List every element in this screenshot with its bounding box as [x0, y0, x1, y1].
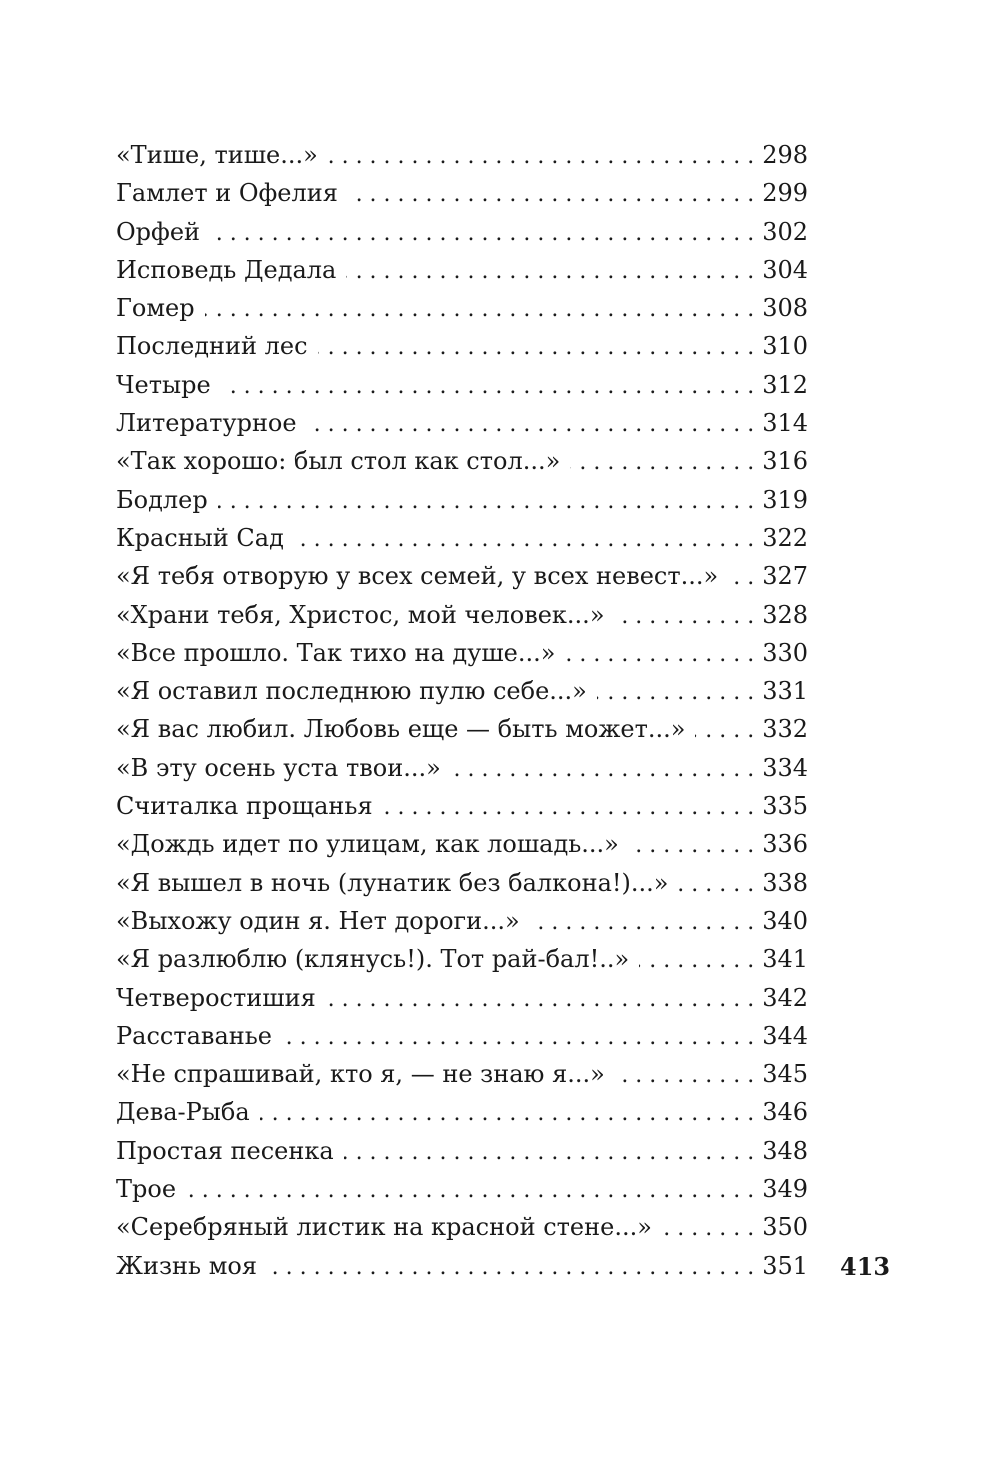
toc-entry	[116, 749, 808, 787]
toc-entry-page: 350	[754, 1208, 808, 1246]
toc-entry-page: 298	[754, 136, 808, 174]
toc-entry-page: 351	[754, 1247, 808, 1285]
dot-leader	[451, 751, 754, 789]
toc-entry-page: 327	[754, 557, 808, 595]
dot-leader	[565, 636, 754, 674]
dot-leader	[218, 483, 755, 521]
toc-entry-page: 330	[754, 634, 808, 672]
dot-leader	[318, 329, 755, 367]
toc-entry	[116, 634, 808, 672]
dot-leader	[307, 406, 755, 444]
dot-leader	[267, 1249, 754, 1287]
dot-leader	[282, 1019, 754, 1057]
toc-entry-title: Литературное	[116, 404, 307, 442]
dot-leader	[344, 1134, 755, 1172]
toc-entry	[116, 710, 808, 748]
toc-entry-page: 341	[754, 940, 808, 978]
dot-leader	[294, 521, 754, 559]
toc-entry-page: 344	[754, 1017, 808, 1055]
toc-entry	[116, 1170, 808, 1208]
dot-leader	[570, 444, 754, 482]
toc-entry	[116, 979, 808, 1017]
dot-leader	[205, 291, 755, 329]
dot-leader	[346, 253, 754, 291]
toc-entry	[116, 1055, 808, 1093]
toc-entry	[116, 557, 808, 595]
dot-leader	[383, 789, 755, 827]
toc-entry	[116, 596, 808, 634]
toc-entry-title: Считалка прощанья	[116, 787, 383, 825]
toc-entry	[116, 519, 808, 557]
toc-entry-title: Жизнь моя	[116, 1247, 267, 1285]
toc-entry-page: 346	[754, 1093, 808, 1131]
dot-leader	[186, 1172, 754, 1210]
toc-entry	[116, 864, 808, 902]
toc-entry-page: 319	[754, 481, 808, 519]
toc-entry-title: Орфей	[116, 213, 210, 251]
toc-entry-title: «Я вышел в ночь (лунатик без балкона!)...»	[116, 864, 679, 902]
toc-entry	[116, 902, 808, 940]
toc-entry	[116, 1132, 808, 1170]
toc-entry-page: 348	[754, 1132, 808, 1170]
toc-entry-title: Расставанье	[116, 1017, 282, 1055]
dot-leader	[695, 712, 754, 750]
toc-entry	[116, 1208, 808, 1246]
dot-leader	[348, 176, 754, 214]
toc-entry-title: «Я вас любил. Любовь еще — быть может...»	[116, 710, 695, 748]
toc-entry-title: «Выхожу один я. Нет дороги...»	[116, 902, 530, 940]
toc-entry	[116, 825, 808, 863]
dot-leader	[210, 215, 754, 253]
toc-entry-page: 331	[754, 672, 808, 710]
dot-leader	[629, 827, 754, 865]
toc-entry	[116, 251, 808, 289]
toc-entry-page: 338	[754, 864, 808, 902]
toc-entry-title: Дева-Рыба	[116, 1093, 260, 1131]
dot-leader	[260, 1095, 755, 1133]
toc-entry-title: Простая песенка	[116, 1132, 344, 1170]
toc-entry-page: 312	[754, 366, 808, 404]
toc-entry-page: 308	[754, 289, 808, 327]
toc-entry	[116, 213, 808, 251]
toc-entry-title: «Я оставил последнюю пулю себе...»	[116, 672, 597, 710]
toc-entry	[116, 289, 808, 327]
toc-entry	[116, 940, 808, 978]
toc-entry-page: 304	[754, 251, 808, 289]
toc-entry	[116, 404, 808, 442]
toc-entry-title: «Дождь идет по улицам, как лошадь...»	[116, 825, 629, 863]
dot-leader	[326, 981, 754, 1019]
toc-entry-title: Гамлет и Офелия	[116, 174, 348, 212]
toc-entry-page: 299	[754, 174, 808, 212]
table-of-contents	[116, 136, 808, 1285]
toc-entry-title: «В эту осень уста твои...»	[116, 749, 451, 787]
toc-entry-page: 316	[754, 442, 808, 480]
dot-leader	[679, 866, 755, 904]
dot-leader	[328, 138, 754, 176]
toc-entry-title: «Так хорошо: был стол как стол...»	[116, 442, 570, 480]
toc-entry-page: 322	[754, 519, 808, 557]
toc-entry	[116, 136, 808, 174]
toc-entry-page: 345	[754, 1055, 808, 1093]
toc-entry-page: 334	[754, 749, 808, 787]
dot-leader	[221, 368, 754, 406]
dot-leader	[662, 1210, 754, 1248]
toc-entry	[116, 1093, 808, 1131]
toc-entry-title: Четыре	[116, 366, 221, 404]
dot-leader	[639, 942, 754, 980]
toc-entry	[116, 672, 808, 710]
toc-entry-title: Трое	[116, 1170, 186, 1208]
toc-entry-title: «Тише, тише...»	[116, 136, 328, 174]
toc-entry	[116, 442, 808, 480]
toc-entry	[116, 787, 808, 825]
dot-leader	[597, 674, 754, 712]
toc-entry-title: «Все прошло. Так тихо на душе...»	[116, 634, 565, 672]
dot-leader	[615, 598, 755, 636]
toc-entry-title: Красный Сад	[116, 519, 294, 557]
toc-entry-page: 314	[754, 404, 808, 442]
toc-entry-page: 336	[754, 825, 808, 863]
toc-entry-title: «Серебряный листик на красной стене...»	[116, 1208, 662, 1246]
toc-entry-title: Бодлер	[116, 481, 218, 519]
toc-entry-page: 340	[754, 902, 808, 940]
toc-entry	[116, 366, 808, 404]
toc-entry-title: Последний лес	[116, 327, 318, 365]
toc-entry-page: 302	[754, 213, 808, 251]
toc-entry-page: 332	[754, 710, 808, 748]
dot-leader	[615, 1057, 754, 1095]
toc-entry-title: Исповедь Дедала	[116, 251, 346, 289]
toc-entry	[116, 174, 808, 212]
toc-entry	[116, 327, 808, 365]
toc-entry-page: 342	[754, 979, 808, 1017]
toc-entry	[116, 1247, 808, 1285]
toc-entry-page: 328	[754, 596, 808, 634]
dot-leader	[530, 904, 754, 942]
toc-entry-title: «Я тебя отворую у всех семей, у всех невест...»	[116, 557, 728, 595]
toc-entry-title: «Я разлюблю (клянусь!). Тот рай-бал!..»	[116, 940, 639, 978]
toc-entry	[116, 1017, 808, 1055]
toc-entry-title: «Храни тебя, Христос, мой человек...»	[116, 596, 615, 634]
toc-entry-page: 349	[754, 1170, 808, 1208]
toc-entry-title: «Не спрашивай, кто я, — не знаю я...»	[116, 1055, 615, 1093]
toc-entry-page: 335	[754, 787, 808, 825]
dot-leader	[728, 559, 754, 597]
toc-entry-page: 310	[754, 327, 808, 365]
toc-entry-title: Четверостишия	[116, 979, 326, 1017]
toc-entry-title: Гомер	[116, 289, 205, 327]
page-number: 413	[840, 1252, 891, 1281]
toc-entry	[116, 481, 808, 519]
